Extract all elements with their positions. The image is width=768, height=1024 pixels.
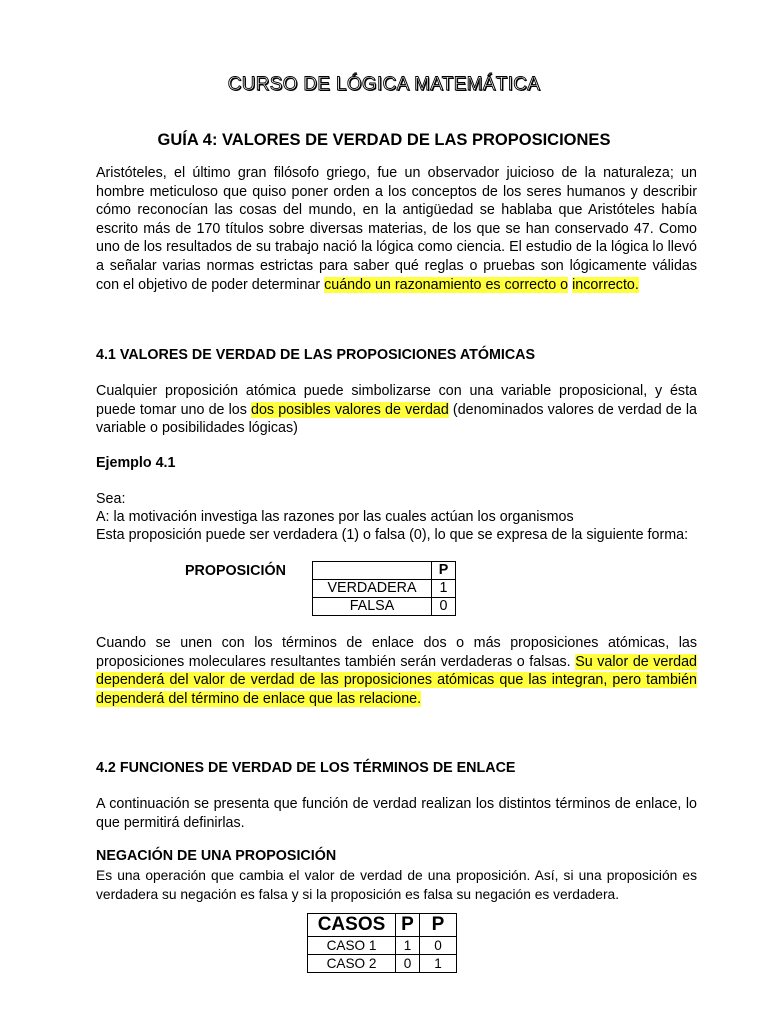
table-row — [308, 955, 457, 973]
table-row — [308, 914, 457, 937]
example-line-3: Esta proposición puede ser verdadera (1) o falsa (0), lo que se expresa de la siguiente forma: — [96, 527, 689, 543]
table-header-cell: P — [396, 914, 420, 937]
table-row — [313, 562, 456, 580]
guide-subtitle: GUÍA 4: VALORES DE VERDAD DE LAS PROPOSICIONES — [157, 131, 611, 149]
molecular-text: Cuando se unen con los términos de enlace dos o más proposiciones atómicas, las proposiciones moleculares resultantes también serán verdaderas o falsas. — [96, 635, 697, 670]
negation-table — [307, 913, 457, 973]
proposition-label: PROPOSICIÓN — [185, 563, 286, 579]
table-cell: 0 — [432, 598, 456, 616]
intro-text: Aristóteles, el último gran filósofo griego, fue un observador juicioso de la naturaleza; un hombre meticuloso que quiso poner orden a los conceptos de los seres humanos y describir cómo reconocían las cosas del mundo, en la antigüedad se hablaba que Aristóteles había escrito más de 170 títulos sobre diversas materias, de los que se han conservado 47. Como uno de los resultados de su trabajo nació la lógica como ciencia. El estudio de la lógica lo llevó a señalar varias normas estrictas para saber qué reglas o pruebas son lógicamente válidas con el objetivo de poder determinar — [96, 165, 697, 293]
section-1-highlight: dos posibles valores de verdad — [251, 401, 449, 418]
page-title: CURSO DE LÓGICA MATEMÁTICA — [227, 74, 541, 95]
table-cell: 1 — [420, 955, 457, 973]
negation-heading: NEGACIÓN DE UNA PROPOSICIÓN — [96, 848, 337, 864]
table-cell: 1 — [432, 580, 456, 598]
table-cell: 0 — [396, 955, 420, 973]
table-row — [308, 937, 457, 955]
intro-paragraph — [96, 164, 697, 294]
table-cell: 1 — [396, 937, 420, 955]
section-1-heading: 4.1 VALORES DE VERDAD DE LAS PROPOSICIONES ATÓMICAS — [96, 347, 536, 363]
intro-highlight-2: incorrecto. — [572, 276, 639, 293]
table-cell: CASO 2 — [308, 955, 396, 973]
molecular-highlight: Su valor de verdad dependerá del valor de verdad de las proposiciones atómicas que las integran, pero también dependerá del término de enlace que las relacione. — [96, 653, 697, 707]
table-cell: VERDADERA — [313, 580, 432, 598]
table-header-cell — [313, 562, 432, 580]
example-heading: Ejemplo 4.1 — [96, 455, 176, 471]
table-cell: FALSA — [313, 598, 432, 616]
negation-paragraph: Es una operación que cambia el valor de verdad de una proposición. Así, si una proposición es verdadera su negación es falsa y si la proposición es falsa su negación es verdadera. — [96, 868, 697, 902]
example-line-2: A: la motivación investiga las razones por las cuales actúan los organismos — [96, 509, 574, 525]
table-header-cell: CASOS — [308, 914, 396, 937]
intro-highlight-1: cuándo un razonamiento es correcto o — [324, 276, 569, 293]
table-cell: CASO 1 — [308, 937, 396, 955]
section-2-heading: 4.2 FUNCIONES DE VERDAD DE LOS TÉRMINOS DE ENLACE — [96, 760, 516, 776]
table-header-cell: P — [432, 562, 456, 580]
table-cell: 0 — [420, 937, 457, 955]
molecular-paragraph — [96, 634, 697, 708]
table-row — [313, 580, 456, 598]
proposition-table — [312, 561, 456, 616]
section-1-text-before: Cualquier proposición atómica puede simbolizarse con una variable proposicional, y ésta puede tomar uno de los — [96, 383, 697, 418]
section-1-text-after: (denominados valores de verdad de la variable o posibilidades lógicas) — [96, 401, 697, 437]
section-1-paragraph — [96, 382, 697, 438]
section-2-paragraph: A continuación se presenta que función de verdad realizan los distintos términos de enlace, lo que permitirá definirlas. — [96, 796, 697, 831]
table-header-cell: P — [420, 914, 457, 937]
example-line-1: Sea: — [96, 491, 126, 507]
table-row — [313, 598, 456, 616]
